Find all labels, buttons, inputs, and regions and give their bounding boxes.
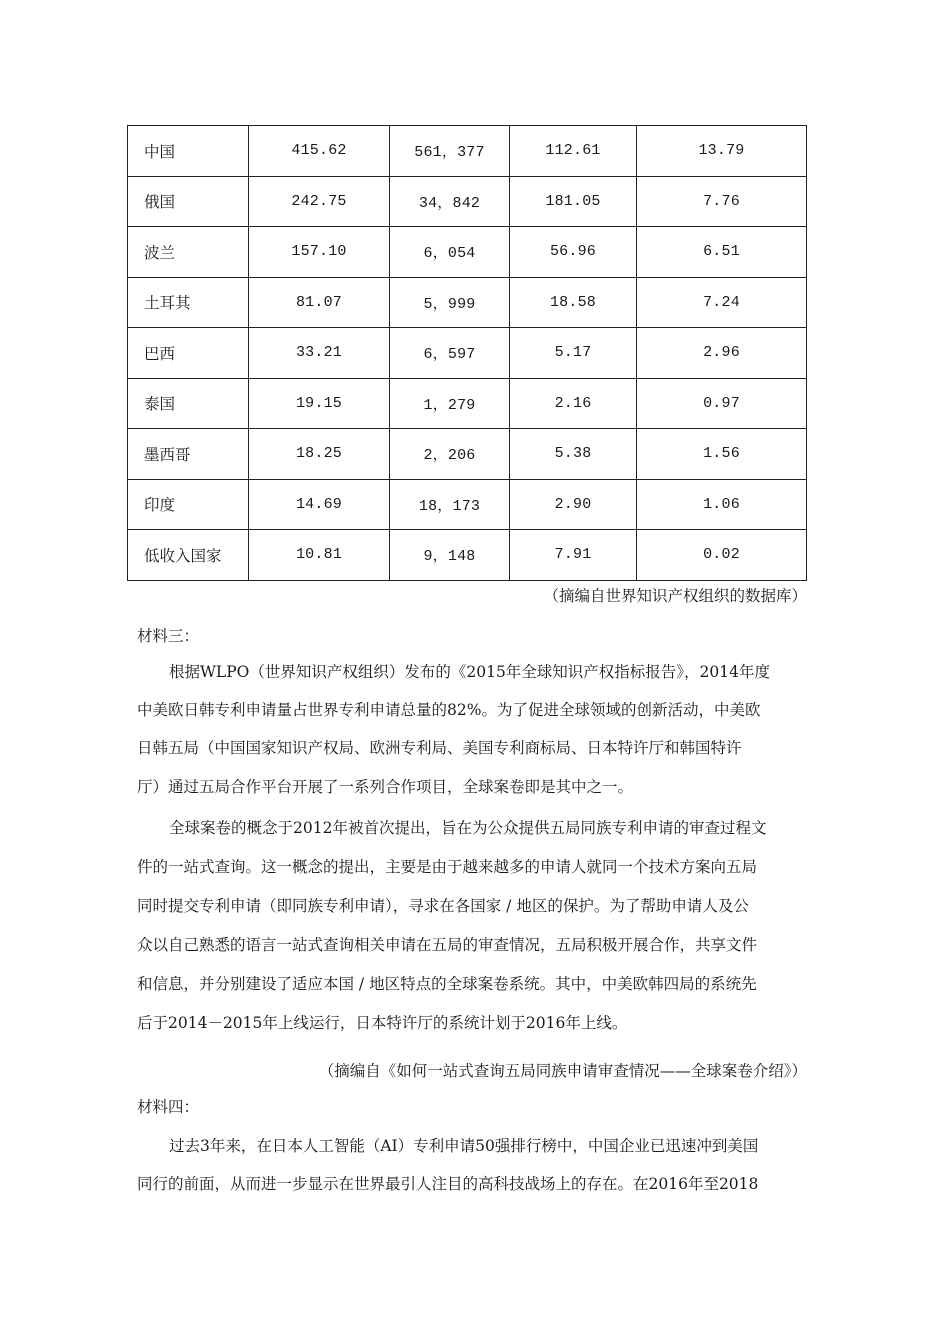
- patent-data-table: [127, 125, 807, 581]
- material-3-para-1-line: 厅）通过五局合作平台开展了一系列合作项目，全球案卷即是其中之一。: [137, 778, 634, 796]
- value-cell: 7.24: [637, 277, 807, 328]
- country-cell: 土耳其: [128, 277, 249, 328]
- value-cell: 2.16: [510, 378, 637, 429]
- value-cell: 19.15: [249, 378, 390, 429]
- material-3-para-2-line: 同时提交专利申请（即同族专利申请），寻求在各国家 / 地区的保护。为了帮助申请人及公: [137, 897, 749, 915]
- material-3-para-2-line: 众以自己熟悉的语言一站式查询相关申请在五局的审查情况，五局积极开展合作，共享文件: [137, 936, 758, 954]
- material-3-source-note: （摘编自《如何一站式查询五局同族申请审查情况——全球案卷介绍》）: [318, 1062, 807, 1080]
- value-cell: 81.07: [249, 277, 390, 328]
- value-cell: 242.75: [249, 176, 390, 227]
- value-cell: 1，279: [390, 378, 510, 429]
- material-3-label: 材料三：: [137, 627, 200, 645]
- material-3-para-2-line: 后于2014－2015年上线运行，日本特许厅的系统计划于2016年上线。: [137, 1014, 628, 1032]
- value-cell: 6，054: [390, 227, 510, 278]
- country-cell: 巴西: [128, 328, 249, 379]
- value-cell: 0.97: [637, 378, 807, 429]
- value-cell: 13.79: [637, 126, 807, 177]
- material-4-para-1-line: 同行的前面，从而进一步显示在世界最引人注目的高科技战场上的存在。在2016年至2018: [137, 1175, 759, 1193]
- material-3-para-1-line: 日韩五局（中国国家知识产权局、欧洲专利局、美国专利商标局、日本特许厅和韩国特许: [137, 739, 742, 757]
- table-row: [128, 126, 807, 177]
- table-row: [128, 227, 807, 278]
- table-row: [128, 277, 807, 328]
- table-row: [128, 328, 807, 379]
- value-cell: 33.21: [249, 328, 390, 379]
- value-cell: 6.51: [637, 227, 807, 278]
- table-row: [128, 530, 807, 581]
- table-row: [128, 378, 807, 429]
- value-cell: 18.58: [510, 277, 637, 328]
- value-cell: 6，597: [390, 328, 510, 379]
- value-cell: 2.96: [637, 328, 807, 379]
- value-cell: 561，377: [390, 126, 510, 177]
- material-4-para-1-line: 过去3年来，在日本人工智能（AI）专利申请50强排行榜中，中国企业已迅速冲到美国: [169, 1137, 759, 1155]
- value-cell: 5.38: [510, 429, 637, 480]
- table-body: [128, 126, 807, 581]
- value-cell: 9，148: [390, 530, 510, 581]
- value-cell: 2，206: [390, 429, 510, 480]
- value-cell: 181.05: [510, 176, 637, 227]
- material-3-para-2-line: 全球案卷的概念于2012年被首次提出，旨在为公众提供五局同族专利申请的审查过程文: [169, 819, 767, 837]
- value-cell: 0.02: [637, 530, 807, 581]
- value-cell: 18，173: [390, 479, 510, 530]
- value-cell: 7.76: [637, 176, 807, 227]
- country-cell: 俄国: [128, 176, 249, 227]
- material-3-para-1-line: 根据WLPO（世界知识产权组织）发布的《2015年全球知识产权指标报告》，2014年度: [169, 663, 771, 681]
- country-cell: 波兰: [128, 227, 249, 278]
- value-cell: 2.90: [510, 479, 637, 530]
- value-cell: 10.81: [249, 530, 390, 581]
- country-cell: 墨西哥: [128, 429, 249, 480]
- material-3-para-2-line: 和信息，并分别建设了适应本国 / 地区特点的全球案卷系统。其中，中美欧韩四局的系统先: [137, 975, 757, 993]
- value-cell: 14.69: [249, 479, 390, 530]
- value-cell: 7.91: [510, 530, 637, 581]
- material-4-label: 材料四：: [137, 1098, 200, 1116]
- value-cell: 34，842: [390, 176, 510, 227]
- material-3-para-2-line: 件的一站式查询。这一概念的提出，主要是由于越来越多的申请人就同一个技术方案向五局: [137, 858, 758, 876]
- country-cell: 低收入国家: [128, 530, 249, 581]
- value-cell: 56.96: [510, 227, 637, 278]
- table-row: [128, 479, 807, 530]
- table-row: [128, 429, 807, 480]
- value-cell: 415.62: [249, 126, 390, 177]
- material-3-para-1-line: 中美欧日韩专利申请量占世界专利申请总量的82%。为了促进全球领域的创新活动，中美欧: [137, 701, 761, 719]
- value-cell: 18.25: [249, 429, 390, 480]
- country-cell: 泰国: [128, 378, 249, 429]
- table-source-note: （摘编自世界知识产权组织的数据库）: [543, 587, 807, 605]
- table-row: [128, 176, 807, 227]
- value-cell: 5，999: [390, 277, 510, 328]
- value-cell: 157.10: [249, 227, 390, 278]
- country-cell: 印度: [128, 479, 249, 530]
- value-cell: 112.61: [510, 126, 637, 177]
- value-cell: 5.17: [510, 328, 637, 379]
- value-cell: 1.56: [637, 429, 807, 480]
- country-cell: 中国: [128, 126, 249, 177]
- value-cell: 1.06: [637, 479, 807, 530]
